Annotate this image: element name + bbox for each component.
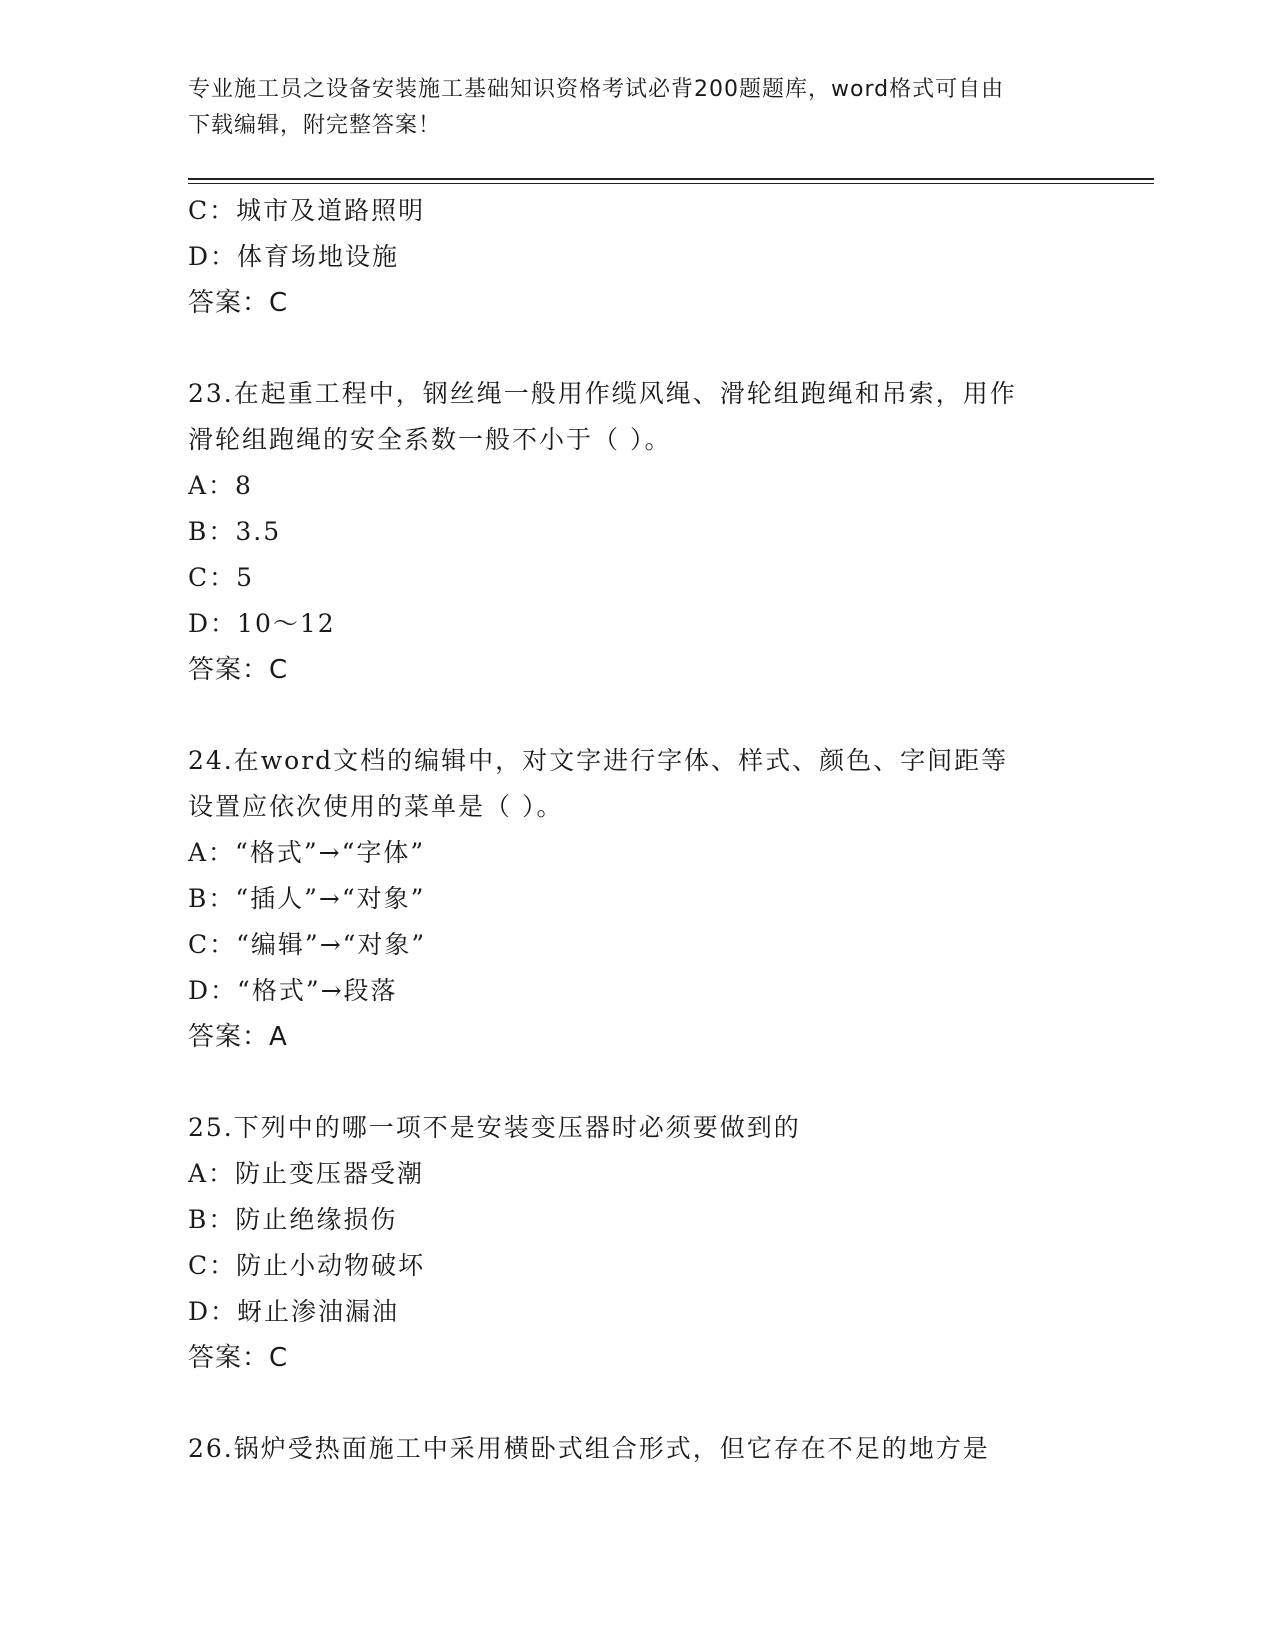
question-text-line-1: 26.锅炉受热面施工中采用横卧式组合形式，但它存在不足的地方是 [188, 1434, 990, 1463]
option-b: B：3.5 [188, 517, 282, 546]
option-d: D：10～12 [188, 609, 336, 638]
question-text-line-1: 23.在起重工程中，钢丝绳一般用作缆风绳、滑轮组跑绳和吊索，用作 [188, 379, 1017, 408]
answer: 答案：A [188, 1022, 288, 1052]
answer: 答案：C [188, 288, 289, 318]
answer: 答案：C [188, 1343, 289, 1373]
question-22-tail [188, 188, 1088, 326]
option-d: D：体育场地设施 [188, 242, 400, 271]
option-c: C：5 [188, 563, 255, 592]
question-26 [188, 1426, 1088, 1472]
document-header [188, 72, 1088, 144]
option-a: A：“格式”→“字体” [188, 838, 426, 867]
document-body [188, 188, 1088, 1472]
answer: 答案：C [188, 655, 289, 685]
header-rule-thin [188, 183, 1154, 184]
option-d: D：“格式”→段落 [188, 976, 398, 1005]
option-b: B：“插人”→“对象” [188, 884, 426, 913]
question-24 [188, 738, 1088, 1060]
option-c: C：“编辑”→“对象” [188, 930, 427, 959]
option-b: B：防止绝缘损伤 [188, 1205, 398, 1234]
header-line-1: 专业施工员之设备安装施工基础知识资格考试必背200题题库，word格式可自由 [188, 77, 1005, 102]
question-text-line-1: 25.下列中的哪一项不是安装变压器时必须要做到的 [188, 1113, 801, 1142]
option-a: A：8 [188, 471, 253, 500]
question-23 [188, 371, 1088, 693]
option-d: D：蚜止渗油漏油 [188, 1297, 400, 1326]
question-25 [188, 1105, 1088, 1381]
option-c: C：城市及道路照明 [188, 196, 426, 225]
question-text-line-1: 24.在word文档的编辑中，对文字进行字体、样式、颜色、字间距等 [188, 746, 1009, 775]
question-text-line-2: 设置应依次使用的菜单是（ ）。 [188, 792, 564, 821]
option-a: A：防止变压器受潮 [188, 1159, 425, 1188]
header-line-2: 下载编辑，附完整答案！ [188, 113, 442, 138]
question-text-line-2: 滑轮组跑绳的安全系数一般不小于（ ）。 [188, 425, 672, 454]
header-rule-thick [188, 178, 1154, 180]
option-c: C：防止小动物破坏 [188, 1251, 426, 1280]
